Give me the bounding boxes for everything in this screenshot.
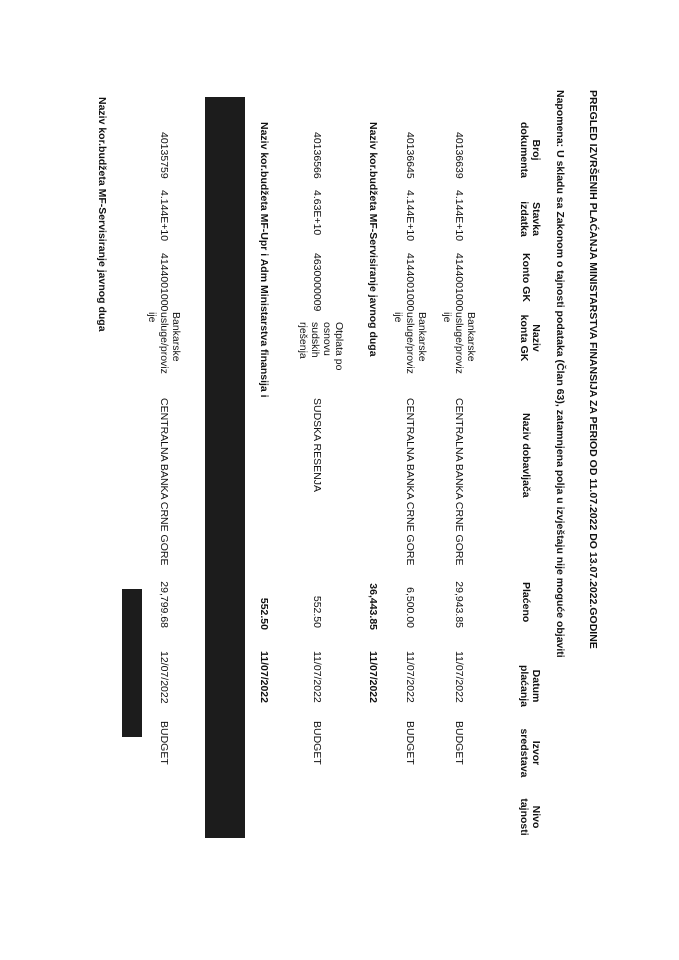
cell-datum: 11/07/2022 [453,651,465,703]
cell-dobavljac: CENTRALNA BANKA CRNE GORE [404,398,416,566]
cell-izvor: BUDGET [158,721,170,765]
header-naziv-konta-gk: Naziv konta GK [518,314,542,362]
header-stavka-izdatka: Stavka izdatka [518,201,542,237]
cell-stavka: 4.144E+10 [404,190,416,242]
header-nivo-tajnosti: Nivo tajnosti [518,798,542,836]
header-naziv-dobavljaca: Naziv dobavljača [520,413,532,498]
cell-izvor: BUDGET [453,721,465,765]
cell-datum: 11/07/2022 [311,651,323,703]
cell-dobavljac: SUDSKA RESENJA [311,398,323,492]
cell-naziv-konta: Bankarske usluge/proviz ije [146,312,182,374]
cell-konto: 4144001000 [453,253,465,312]
cell-datum: 12/07/2022 [158,651,170,704]
cell-konto: 4630000009 [311,253,323,312]
cell-placeno: 29,943.85 [453,581,465,628]
cell-stavka: 4.144E+10 [158,190,170,242]
cell-izvor: BUDGET [404,721,416,765]
group-total: 36,443.85 [367,583,379,630]
group-date: 11/07/2022 [258,651,270,703]
header-datum-placanja: Datum plaćanja [518,664,542,708]
group-total: 552.50 [258,597,270,630]
redacted-bar [122,589,142,737]
cell-broj: 40136645 [404,132,416,179]
report-title: PREGLED IZVRŠENIH PLAĆANJA MINISTARSTVA FINANSIJA ZA PERIOD OD 11.07.2022 DO 13.07.2022.GODINE [587,90,599,649]
header-placeno: Plaćeno [520,582,532,623]
cell-naziv-konta: Bankarske usluge/proviz ije [392,312,428,374]
cell-naziv-konta: Bankarske usluge/proviz ije [441,312,477,374]
cell-konto: 4144001000 [404,253,416,312]
group-label: Naziv kor.budžeta MF-Servisiranje javnog duga [367,122,379,357]
header-izvor-sredstava: Izvor sredstava [518,728,542,778]
group-date: 11/07/2022 [367,651,379,703]
cell-placeno: 29,799.68 [158,581,170,628]
cell-izvor: BUDGET [311,721,323,765]
cell-dobavljac: CENTRALNA BANKA CRNE GORE [453,398,465,566]
cell-datum: 11/07/2022 [404,651,416,703]
cell-stavka: 4.63E+10 [311,190,323,236]
header-broj-dokumenta: Broj dokumenta [518,122,542,179]
cell-naziv-konta: Otplata po osnovu sudskih rješenja [297,322,345,371]
cell-placeno: 552.50 [311,595,323,628]
cell-placeno: 6,500.00 [404,587,416,628]
cell-dobavljac: CENTRALNA BANKA CRNE GORE [158,398,170,566]
cell-broj: 40135759 [158,132,170,179]
cell-stavka: 4.144E+10 [453,190,465,242]
cell-broj: 40136566 [311,132,323,179]
confidentiality-note: Napomena: U skladu sa Zakonom o tajnosti podataka (Član 63), zatamnjena polja u izvještaju nije moguće objaviti [554,90,566,658]
redacted-bar [205,97,245,838]
header-konto-gk: Konto GK [520,253,532,302]
group-label: Naziv kor.budžeta MF-Servisiranje javnog duga [96,97,108,332]
group-label: Naziv kor.budžeta MF-Upr i Adm Ministarstva finansija i [258,122,270,398]
cell-konto: 4144001000 [158,253,170,312]
cell-broj: 40136639 [453,132,465,179]
